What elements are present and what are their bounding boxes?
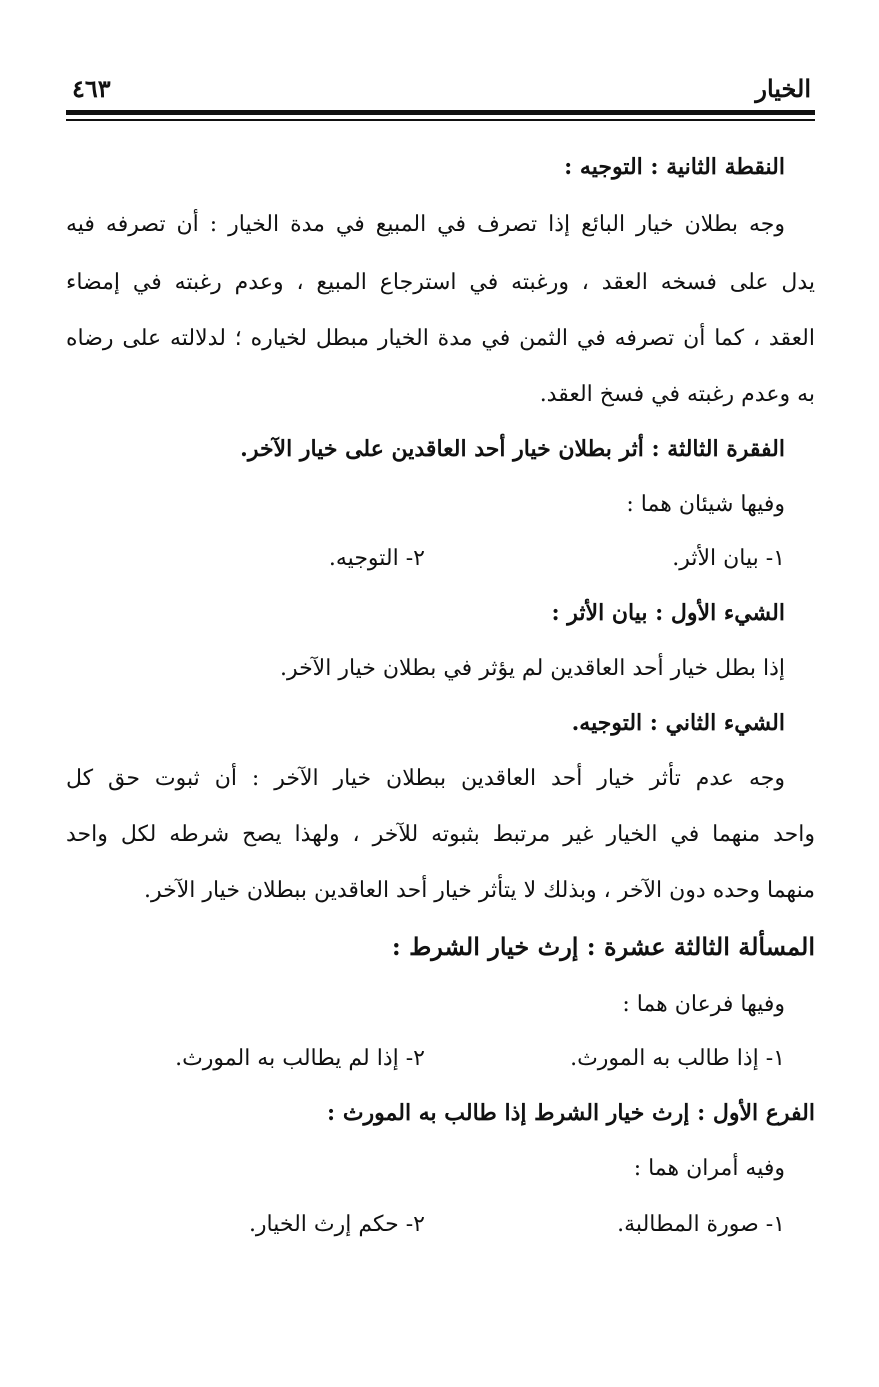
list-item: ٢- التوجيه. [328,546,425,571]
paragraph-line: واحد منهما في الخيار غير مرتبط بثبوته للآخر ، ولهذا يصح شرطه لكل واحد [66,822,815,847]
paragraph-line: وفيها شيئان هما : [626,492,785,517]
section-heading: المسألة الثالثة عشرة : إرث خيار الشرط : [391,932,815,961]
list-item: ١- بيان الأثر. [672,546,785,571]
paragraph-line: وجه عدم تأثر خيار أحد العاقدين ببطلان خيار الآخر : أن ثبوت حق كل [66,766,785,791]
paragraph-line: إذا بطل خيار أحد العاقدين لم يؤثر في بطلان خيار الآخر. [279,656,785,681]
running-header [66,66,815,110]
paragraph-line: يدل على فسخه العقد ، ورغبته في استرجاع المبيع ، وعدم رغبته في إمضاء [66,270,815,295]
list-item: ٢- إذا لم يطالب به المورث. [175,1046,425,1071]
subheading-paragraph-three: الفقرة الثالثة : أثر بطلان خيار أحد العاقدين على خيار الآخر. [240,436,785,462]
paragraph-line: منهما وحده دون الآخر ، وبذلك لا يتأثر خيار أحد العاقدين ببطلان خيار الآخر. [143,878,815,903]
running-header-title: الخيار [755,74,811,103]
list-item: ١- صورة المطالبة. [617,1212,785,1237]
paragraph-line: وجه بطلان خيار البائع إذا تصرف في المبيع في مدة الخيار : أن تصرفه فيه [66,212,785,237]
header-rule-thin [66,119,815,121]
subheading-direction: النقطة الثانية : التوجيه : [564,154,785,180]
list-item: ١- إذا طالب به المورث. [570,1046,785,1071]
subsection-heading: الفرع الأول : إرث خيار الشرط إذا طالب به المورث : [327,1100,815,1126]
paragraph-line: وفيه أمران هما : [633,1156,785,1181]
paragraph-line: به وعدم رغبته في فسخ العقد. [539,382,815,407]
list-item: ٢- حكم إرث الخيار. [248,1212,425,1237]
subheading-first-thing: الشيء الأول : بيان الأثر : [551,600,785,626]
paragraph-line: وفيها فرعان هما : [622,992,785,1017]
subheading-second-thing: الشيء الثاني : التوجيه. [571,710,785,736]
paragraph-line: العقد ، كما أن تصرفه في الثمن في مدة الخيار مبطل لخياره ؛ لدلالته على رضاه [66,326,815,351]
header-rule-thick [66,110,815,115]
page-number: ٤٦٣ [72,74,111,103]
